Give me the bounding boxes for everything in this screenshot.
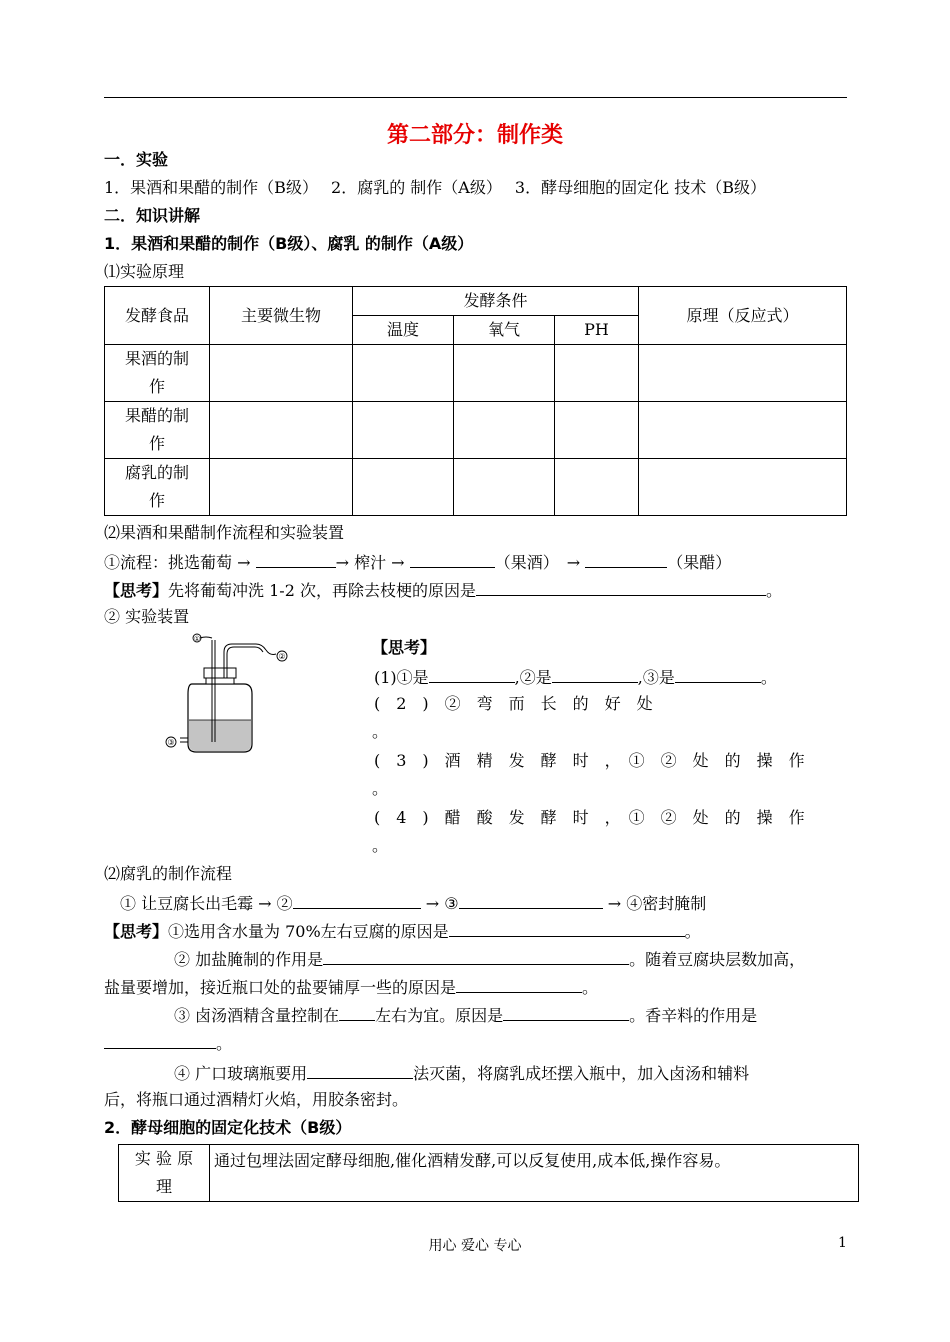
think-wash-grapes: 【思考】先将葡萄冲洗 1-2 次，再除去枝梗的原因是 。 [104,581,782,600]
header-rule [104,97,847,98]
blank[interactable] [104,1032,216,1049]
table-row [105,459,847,516]
think-salting: ② 加盐腌制的作用是 。随着豆腐块层数加高， [174,950,806,969]
blank[interactable] [449,920,685,937]
label-2: ② [278,652,286,661]
think-alcohol-cont: 。 [104,1032,232,1054]
blank[interactable] [410,551,495,568]
furu-process-flow: ① 让豆腐长出毛霉 → ② → ③ → ④密封腌制 [120,894,707,913]
question-3-end: 。 [372,779,389,798]
subsection-heading-yeast: 2．酵母细胞的固定化技术（B级） [104,1118,352,1137]
blank[interactable] [339,1004,375,1021]
yeast-table [118,1144,859,1202]
liquid [189,720,251,751]
fermentation-table [104,286,847,516]
process-flow: ①流程：挑选葡萄 → → 榨汁 → （果酒） → （果醋） [104,553,732,572]
blank[interactable] [552,666,638,683]
think-water-content: 【思考】①选用含水量为 70%左右豆腐的原因是 。 [104,922,701,941]
section-heading-experiment: 一．实验 [104,150,169,169]
footer-text: 用心 爱心 专心 [428,1238,522,1254]
blank[interactable] [476,579,766,596]
blank[interactable] [675,666,761,683]
header-conditions: 发酵条件 [353,287,639,316]
fermentation-apparatus-diagram [158,630,308,755]
think-label-apparatus: 【思考】 [372,638,437,657]
blank[interactable] [456,976,582,993]
think-alcohol: ③ 卤汤酒精含量控制在 左右为宜。原因是 。香辛料的作用是 [174,1006,758,1025]
label-1: ① [193,635,201,643]
header-oxygen: 氧气 [454,316,555,345]
principle-label: ⑴实验原理 [104,262,185,281]
header-food: 发酵食品 [105,287,210,345]
experiment-list: 1．果酒和果醋的制作（B级） 2．腐乳的 制作（A级） 3．酵母细胞的固定化 技术（B级） [104,178,766,197]
row-label: 果酒的制 作 [105,345,210,402]
question-2-end: 。 [372,722,389,741]
header-ph: PH [555,316,639,345]
table-row [105,402,847,459]
blank[interactable] [585,551,667,568]
principle-cell-text: 通过包埋法固定酵母细胞,催化酒精发酵,可以反复使用,成本低,操作容易。 [210,1145,859,1202]
row-label: 果醋的制 作 [105,402,210,459]
blank[interactable] [256,551,336,568]
blank[interactable] [503,1004,629,1021]
page-number: 1 [838,1235,847,1251]
question-4-end: 。 [372,836,389,855]
think-salting-cont: 盐量要增加，接近瓶口处的盐要铺厚一些的原因是 。 [104,978,599,997]
think-sterilize-cont: 后，将瓶口通过酒精灯火焰，用胶条密封。 [104,1090,409,1109]
blank[interactable] [429,666,515,683]
header-principle: 原理（反应式） [639,287,847,345]
blank[interactable] [459,892,603,909]
label-3: ③ [167,738,175,747]
apparatus-label: ② 实验装置 [104,607,190,626]
header-microbe: 主要微生物 [210,287,353,345]
stopper [204,668,236,678]
section-heading-knowledge: 二．知识讲解 [104,206,201,225]
subsection-heading-wine-vinegar: 1．果酒和果醋的制作（B级）、腐乳 的制作（A级） [104,234,474,253]
row-label: 腐乳的制 作 [105,459,210,516]
process-heading: ⑵果酒和果醋制作流程和实验装置 [104,523,345,542]
principle-cell-label: 实 验 原 理 [119,1145,210,1202]
page-title: 第二部分：制作类 [386,123,563,148]
blank[interactable] [323,948,629,965]
question-1: (1)①是 ,②是 ,③是 。 [374,668,777,687]
blank[interactable] [293,892,421,909]
question-2: ( 2 ) ② 弯 而 长 的 好 处 [374,694,653,713]
question-4: ( 4 ) 醋 酸 发 酵 时 ， ① ② 处 的 操 作 [374,808,805,827]
blank[interactable] [307,1062,413,1079]
table-row [105,345,847,402]
header-temperature: 温度 [353,316,454,345]
furu-process-heading: ⑵腐乳的制作流程 [104,864,233,883]
think-sterilize: ④ 广口玻璃瓶要用 法灭菌，将腐乳成坯摆入瓶中，加入卤汤和辅料 [174,1064,750,1083]
question-3: ( 3 ) 酒 精 发 酵 时 ， ① ② 处 的 操 作 [374,751,805,770]
